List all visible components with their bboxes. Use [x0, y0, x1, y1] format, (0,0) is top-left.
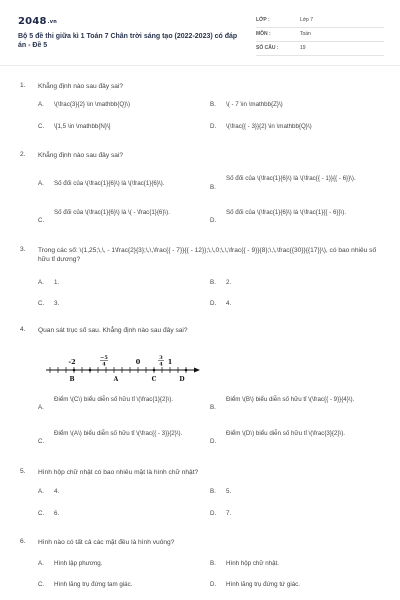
option-letter: B. — [210, 404, 216, 411]
tick-label-minus-five-quarters — [100, 355, 108, 368]
fraction-numerator: −5 — [100, 355, 108, 361]
tick-label-minus-two: -2 — [68, 358, 76, 366]
document-title: Bộ 5 đề thi giữa kì 1 Toán 7 Chân trời sáng tạo (2022-2023) có đáp án - Đề 5 — [18, 33, 238, 50]
meta-row-subject — [256, 28, 384, 42]
option-letter: D. — [210, 123, 217, 130]
option-text: Số đối của \(\frac{1}{6}\) là \(\frac{{ - 1}}{{ - 6}}\). — [226, 175, 356, 182]
option-letter: A. — [38, 560, 44, 567]
option-text: Hình hộp chữ nhật. — [226, 560, 279, 567]
option-text: 6. — [54, 510, 60, 517]
option-letter: B. — [210, 560, 216, 567]
option-letter: C. — [38, 217, 45, 224]
option-letter: C. — [38, 581, 45, 588]
question-6 — [20, 538, 382, 594]
option-text: \[1,5 \in \mathbb{N}\] — [54, 123, 111, 130]
question-text: Khẳng định nào sau đây sai? — [38, 83, 124, 90]
fraction-denominator: 4 — [102, 361, 106, 368]
question-number: 6. — [20, 538, 26, 545]
option-letter: B. — [210, 488, 216, 495]
meta-label: SỐ CÂU : — [256, 45, 279, 51]
option-text: Hình lăng trụ đứng tứ giác. — [226, 581, 300, 588]
option-letter: C. — [38, 510, 45, 517]
tick-label-three-quarters — [158, 355, 164, 368]
option-text: \(\frac{{ - 3}}{2} \in \mathbb{Q}\) — [226, 123, 312, 130]
option-text: Điểm \(B\) biểu diễn số hữu tỉ \(\frac{{ - 9}}{4}\). — [226, 396, 355, 403]
option-text: Hình lăng trụ đứng tam giác. — [54, 581, 133, 588]
option-text: Số đối của \(\frac{1}{6}\) là \( - \frac{1}{6}\). — [54, 209, 170, 216]
option-letter: D. — [210, 438, 217, 445]
option-letter: B. — [210, 184, 216, 191]
meta-label: LỚP : — [256, 17, 270, 23]
meta-row-class — [256, 14, 384, 28]
question-text: Trong các số: \(1,25;\,\, - 1\frac{2}{3};\,\,\frac{{ - 7}}{{ - 12}};\,\,0;\,\,\frac{{ - 9}}{8};\,\,\frac{{30}}{{17}}\), có bao nhiêu số hữu tỉ dương? — [38, 247, 377, 264]
option-text: \( - 7 \in \mathbb{Z}\) — [226, 101, 283, 108]
tick-label-zero: 0 — [135, 358, 141, 366]
arrow-right-icon — [194, 368, 200, 373]
question-text: Hình hộp chữ nhật có bao nhiêu mặt là hình chữ nhật? — [38, 469, 199, 476]
tick-label-one: 1 — [167, 358, 173, 366]
question-2 — [20, 151, 382, 236]
question-4 — [20, 326, 382, 454]
option-letter: B. — [210, 101, 216, 108]
option-text: Điểm \(A\) biểu diễn số hữu tỉ \(\frac{{ - 3}}{2}\). — [54, 430, 183, 437]
option-letter: D. — [210, 581, 217, 588]
option-text: Số đối của \(\frac{1}{6}\) là \(\frac{1}{{ - 6}}\). — [226, 209, 347, 216]
option-letter: B. — [210, 279, 216, 286]
question-number: 5. — [20, 468, 26, 475]
option-letter: D. — [210, 217, 217, 224]
fraction-numerator: 3 — [159, 355, 163, 361]
option-text: Điểm \(D\) biểu diễn số hữu tỉ \(\frac{3}{2}\). — [226, 430, 346, 437]
site-logo[interactable] — [18, 15, 57, 29]
question-3 — [20, 246, 382, 316]
meta-label: MÔN : — [256, 31, 271, 37]
point-label-c: C — [151, 376, 157, 383]
question-text: Hình nào có tất cả các mặt đều là hình vuông? — [38, 539, 175, 546]
meta-value: Lớp 7 — [300, 17, 314, 23]
option-letter: A. — [38, 404, 44, 411]
option-text: Số đối của \(\frac{1}{6}\) là \(\frac{1}{6}\). — [54, 180, 165, 187]
meta-value: Toán — [300, 31, 311, 37]
question-1 — [20, 82, 382, 142]
logo-suffix: .vn — [47, 19, 57, 25]
question-text: Quan sát trục số sau. Khẳng định nào sau đây sai? — [38, 327, 188, 334]
option-text: 7. — [226, 510, 232, 517]
page-header — [18, 12, 384, 56]
point-label-d: D — [179, 376, 185, 383]
option-letter: D. — [210, 300, 217, 307]
option-letter: D. — [210, 510, 217, 517]
question-number: 4. — [20, 326, 26, 333]
point-label-b: B — [69, 376, 75, 383]
option-letter: C. — [38, 300, 45, 307]
option-letter: A. — [38, 279, 44, 286]
question-number: 1. — [20, 82, 26, 89]
option-text: 3. — [54, 300, 60, 307]
fraction-denominator: 4 — [159, 361, 163, 368]
number-line-svg — [44, 354, 204, 384]
question-text: Khẳng định nào sau đây sai? — [38, 152, 124, 159]
option-text: 2. — [226, 279, 232, 286]
option-text: \(\frac{3}{2} \in \mathbb{Q}\) — [54, 101, 131, 108]
logo-text: 2048 — [18, 16, 47, 27]
document-meta — [256, 14, 384, 56]
question-number: 2. — [20, 151, 26, 158]
header-divider — [0, 65, 400, 66]
option-text: Hình lập phương. — [54, 560, 103, 567]
option-letter: A. — [38, 180, 44, 187]
meta-value: 19 — [300, 45, 306, 51]
option-letter: A. — [38, 488, 44, 495]
option-text: 5. — [226, 488, 232, 495]
option-text: 1. — [54, 279, 60, 286]
question-5 — [20, 468, 382, 528]
option-letter: A. — [38, 101, 44, 108]
point-label-a: A — [113, 376, 119, 383]
option-letter: C. — [38, 438, 45, 445]
option-letter: C. — [38, 123, 45, 130]
question-number: 3. — [20, 246, 26, 253]
option-text: 4. — [226, 300, 232, 307]
option-text: Điểm \(C\) biểu diễn số hữu tỉ \(\frac{1}{2}\). — [54, 396, 174, 403]
number-line-figure — [44, 354, 204, 384]
option-text: 4. — [54, 488, 60, 495]
meta-row-count — [256, 42, 384, 56]
